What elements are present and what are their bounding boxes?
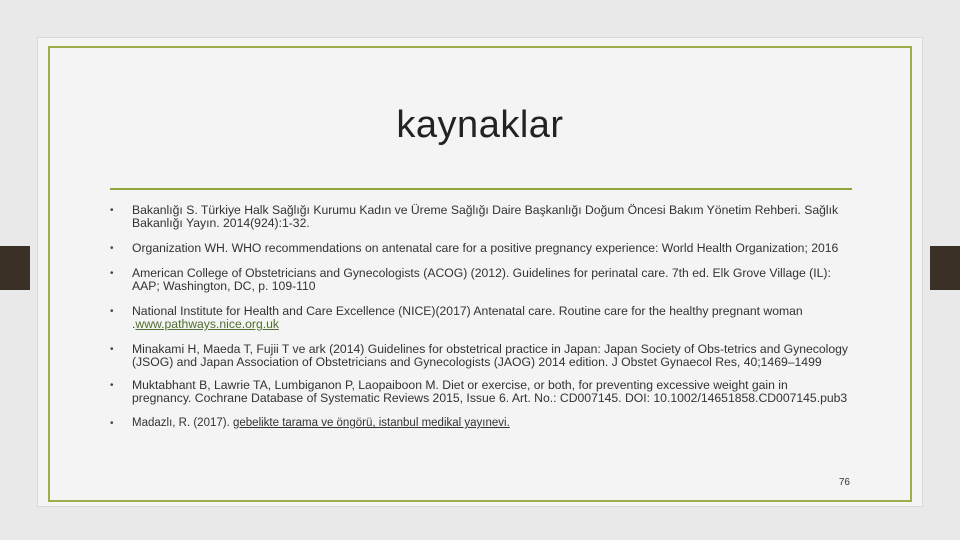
- reference-list: [108, 204, 850, 430]
- reference-text: Bakanlığı S. Türkiye Halk Sağlığı Kurumu Kadın ve Üreme Sağlığı Daire Başkanlığı Doğum Öncesi Bakım Yönetim Rehberi. Sağlık Bakanlığı Yayın. 2014(924):1-32.: [132, 203, 839, 230]
- reference-text: Minakami H, Maeda T, Fujii T ve ark (2014) Guidelines for obstetrical practice in Japan: Japan Society of Obs-tetrics and Gynecology (JSOG) and Japan Association of Obstetricians and Gynecologists (JAOG) 2014 edition. J Obstet Gynaecol Res, 40;1469–1499: [132, 342, 849, 369]
- reference-text: American College of Obstetricians and Gynecologists (ACOG) (2012). Guidelines for perinatal care. 7th ed. Elk Grove Village (IL): AAP; Washington, DC, p. 109-110: [132, 266, 831, 293]
- reference-text: National Institute for Health and Care Excellence (NICE)(2017) Antenatal care. Routine care for the healthy pregnant woman .: [132, 304, 803, 331]
- bullet-icon: •: [110, 205, 114, 216]
- bullet-icon: •: [110, 418, 114, 429]
- reference-item: [108, 343, 850, 369]
- reference-link[interactable]: www.pathways.nice.org.uk: [135, 317, 279, 331]
- reference-item: [108, 204, 850, 230]
- reference-item: [108, 242, 850, 255]
- reference-text: Muktabhant B, Lawrie TA, Lumbiganon P, Laopaiboon M. Diet or exercise, or both, for preventing excessive weight gain in pregnancy. Cochrane Database of Systematic Reviews 2015, Issue 6. Art. No.: CD007145. DOI: 10.1002/14651858.CD007145.pub3: [132, 378, 848, 405]
- slide-title: kaynaklar: [396, 104, 564, 146]
- page-number: 76: [838, 477, 850, 488]
- bullet-icon: •: [110, 268, 114, 279]
- bullet-icon: •: [110, 380, 114, 391]
- bullet-icon: •: [110, 243, 114, 254]
- bullet-icon: •: [110, 344, 114, 355]
- reference-text: Organization WH. WHO recommendations on antenatal care for a positive pregnancy experience: World Health Organization; 2016: [132, 241, 839, 255]
- right-accent-tab: [930, 246, 960, 290]
- reference-item: [108, 267, 850, 293]
- reference-item: [108, 379, 850, 405]
- title-divider: [110, 188, 852, 190]
- reference-text: Madazlı, R. (2017).: [132, 417, 233, 429]
- left-accent-tab: [0, 246, 30, 290]
- bullet-icon: •: [110, 306, 114, 317]
- reference-item: [108, 417, 850, 430]
- reference-emphasis: gebelikte tarama ve öngörü, istanbul medikal yayınevi.: [232, 417, 510, 429]
- reference-item: [108, 305, 850, 331]
